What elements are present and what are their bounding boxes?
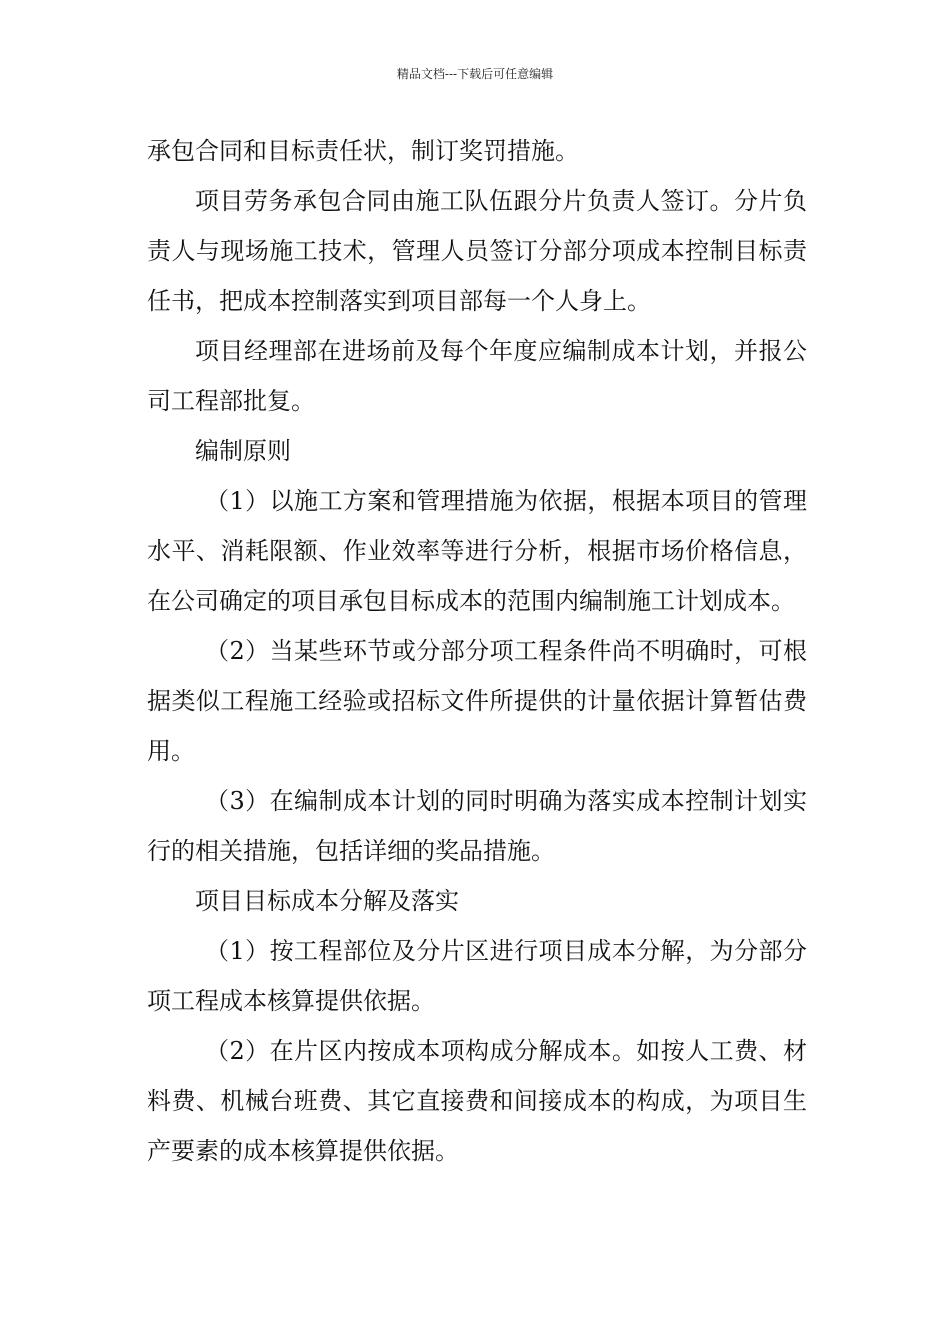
paragraph-labor-contract: 项目劳务承包合同由施工队伍跟分片负责人签订。分片负责人与现场施工技术，管理人员签订分部分项成本控制目标责任书，把成本控制落实到项目部每一个人身上。 <box>147 187 807 315</box>
page-header: 精品文档---下载后可任意编辑 <box>396 67 554 81</box>
list-item-principle-3: （3）在编制成本计划的同时明确为落实成本控制计划实行的相关措施，包括详细的奖品措施。 <box>147 787 807 865</box>
list-item-principle-2: （2）当某些环节或分部分项工程条件尚不明确时，可根据类似工程施工经验或招标文件所提供的计量依据计算暂估费用。 <box>147 637 807 765</box>
list-item-decomposition-2: （2）在片区内按成本项构成分解成本。如按人工费、材料费、机械台班费、其它直接费和间接成本的构成，为项目生产要素的成本核算提供依据。 <box>147 1037 807 1165</box>
section-heading-principles: 编制原则 <box>195 437 291 465</box>
paragraph-cost-plan: 项目经理部在进场前及每个年度应编制成本计划，并报公司工程部批复。 <box>147 337 807 415</box>
paragraph-continuation: 承包合同和目标责任状，制订奖罚措施。 <box>147 137 579 165</box>
list-item-decomposition-1: （1）按工程部位及分片区进行项目成本分解，为分部分项工程成本核算提供依据。 <box>147 937 807 1015</box>
document-body <box>147 126 807 1176</box>
section-heading-decomposition: 项目目标成本分解及落实 <box>195 887 459 915</box>
list-item-principle-1: （1）以施工方案和管理措施为依据，根据本项目的管理水平、消耗限额、作业效率等进行分析，根据市场价格信息，在公司确定的项目承包目标成本的范围内编制施工计划成本。 <box>147 487 807 615</box>
